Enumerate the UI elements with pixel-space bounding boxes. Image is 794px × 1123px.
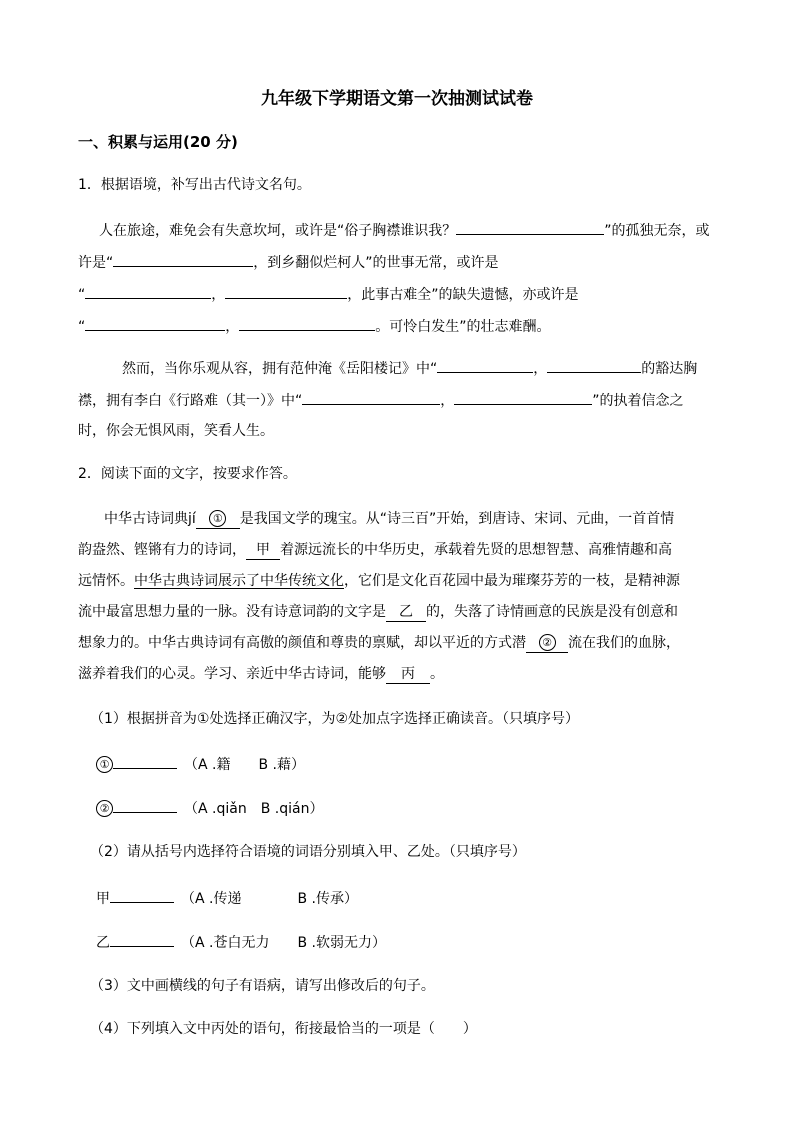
sub-question-3: （3）文中画横线的句子有语病，请写出修改后的句子。 xyxy=(90,978,435,994)
q2-passage-line3 xyxy=(78,572,680,590)
circled-number: ① xyxy=(96,756,113,773)
answer-blank[interactable] xyxy=(110,888,174,903)
text: 。可怜白发生”的壮志难酬。 xyxy=(375,319,551,335)
text: 流在我们的血脉， xyxy=(568,635,680,651)
text: 流中最富思想力量的一脉。没有诗意词韵的文字是 xyxy=(78,604,386,620)
q2-passage-line4 xyxy=(78,603,678,622)
text: 着源远流长的中华历史，承载着先贤的思想智慧、高雅情趣和高 xyxy=(280,542,672,558)
blank-yi[interactable]: 乙 xyxy=(386,603,426,622)
text: ，到乡翻似烂柯人”的世事无常，或许是 xyxy=(253,255,499,271)
q2-passage-line5 xyxy=(78,634,680,653)
text: 然而，当你乐观从容，拥有范仲淹《岳阳楼记》中“ xyxy=(122,361,438,377)
text: ”的执着信念之 xyxy=(592,393,684,409)
answer-blank[interactable] xyxy=(113,252,253,267)
answer-blank[interactable] xyxy=(225,284,347,299)
text: 滋养着我们的心灵。学习、亲近中华古诗词，能够 xyxy=(78,666,386,682)
answer-blank[interactable] xyxy=(85,316,225,331)
text: ， xyxy=(533,361,548,377)
answer-blank[interactable] xyxy=(454,390,592,405)
text: “ xyxy=(78,287,86,303)
answer-blank[interactable] xyxy=(110,932,174,947)
answer-blank[interactable] xyxy=(547,358,641,373)
q1-para1-line2 xyxy=(78,252,499,272)
section-heading: 一、积累与运用(20 分) xyxy=(78,133,238,151)
text: 远情怀。 xyxy=(78,573,134,589)
blank-mark-2[interactable] xyxy=(526,634,568,653)
answer-blank[interactable] xyxy=(113,754,177,769)
text: 想象力的。中华古典诗词有高傲的颜值和尊贵的禀赋，却以平近的方式潜 xyxy=(78,635,526,651)
q2-passage-line6 xyxy=(78,665,444,684)
answer-blank[interactable] xyxy=(239,316,375,331)
sub-question-1: （1）根据拼音为①处选择正确汉字，为②处加点字选择正确读音。（只填序号） xyxy=(90,711,580,727)
text: 。 xyxy=(430,666,444,682)
text: 是我国文学的瑰宝。从“诗三百”开始，到唐诗、宋词、元曲，一首首情 xyxy=(239,511,675,527)
text: 的，失落了诗情画意的民族是没有创意和 xyxy=(426,604,678,620)
circled-number: ② xyxy=(96,800,113,817)
sub-question-2-answer-jia xyxy=(96,888,358,908)
options: （A .传递 B .传承） xyxy=(188,891,358,907)
text: ， xyxy=(211,287,226,303)
options: （A .苍白无力 B .软弱无力） xyxy=(188,935,386,951)
label: 甲 xyxy=(96,891,110,907)
sub-question-2: （2）请从括号内选择符合语境的词语分别填入甲、乙处。（只填序号） xyxy=(90,844,526,860)
blank-bing[interactable]: 丙 xyxy=(386,665,430,684)
text: ， xyxy=(440,393,455,409)
circled-number: ② xyxy=(539,634,556,651)
text: 许是“ xyxy=(78,255,114,271)
q1-para1-line4 xyxy=(78,316,551,336)
answer-blank[interactable] xyxy=(456,220,604,235)
circled-number: ① xyxy=(209,510,226,527)
sub-question-1-answer-a xyxy=(96,754,305,774)
options: （A .qiǎn B .qián） xyxy=(191,801,324,817)
answer-blank[interactable] xyxy=(113,798,177,813)
text: “ xyxy=(78,319,86,335)
text: 的豁达胸 xyxy=(641,361,698,377)
q2-passage-line2 xyxy=(78,541,672,560)
answer-blank[interactable] xyxy=(85,284,211,299)
sub-question-1-answer-b xyxy=(96,798,323,818)
underlined-sentence: 中华古典诗词展示了中华传统文化 xyxy=(134,573,344,589)
answer-blank[interactable] xyxy=(437,358,533,373)
text: ”的孤独无奈，或 xyxy=(604,223,710,239)
q2-passage-line1 xyxy=(104,510,674,529)
text: ，它们是文化百花园中最为璀璨芬芳的一枝，是精神源 xyxy=(344,573,680,589)
text: 中华古诗词典jí xyxy=(104,511,196,527)
q1-para2-line2 xyxy=(78,390,684,410)
question-1-prompt: 1．根据语境，补写出古代诗文名句。 xyxy=(78,177,311,193)
blank-jia[interactable]: 甲 xyxy=(246,541,280,560)
answer-blank[interactable] xyxy=(302,390,440,405)
text: 韵盎然、铿锵有力的诗词， xyxy=(78,542,246,558)
page-title: 九年级下学期语文第一次抽测试试卷 xyxy=(261,89,533,109)
sub-question-4: （4）下列填入文中丙处的语句，衔接最恰当的一项是（ ） xyxy=(90,1021,477,1037)
q1-para1-line3 xyxy=(78,284,579,304)
text: ， xyxy=(225,319,240,335)
text: 人在旅途，难免会有失意坎坷，或许是“俗子胸襟谁识我？ xyxy=(99,223,457,239)
label: 乙 xyxy=(96,935,110,951)
q1-para2-line3: 时，你会无惧风雨，笑看人生。 xyxy=(78,423,274,439)
sub-question-2-answer-yi xyxy=(96,932,386,952)
options: （A .籍 B .藉） xyxy=(191,757,305,773)
q1-para1-line1 xyxy=(99,220,710,240)
question-2-prompt: 2．阅读下面的文字，按要求作答。 xyxy=(78,466,297,482)
blank-mark-1[interactable] xyxy=(196,510,240,529)
text: ，此事古难全”的缺失遗憾，亦或许是 xyxy=(347,287,579,303)
q1-para2-line1 xyxy=(122,358,697,378)
text: 襟，拥有李白《行路难（其一）》中“ xyxy=(78,393,303,409)
